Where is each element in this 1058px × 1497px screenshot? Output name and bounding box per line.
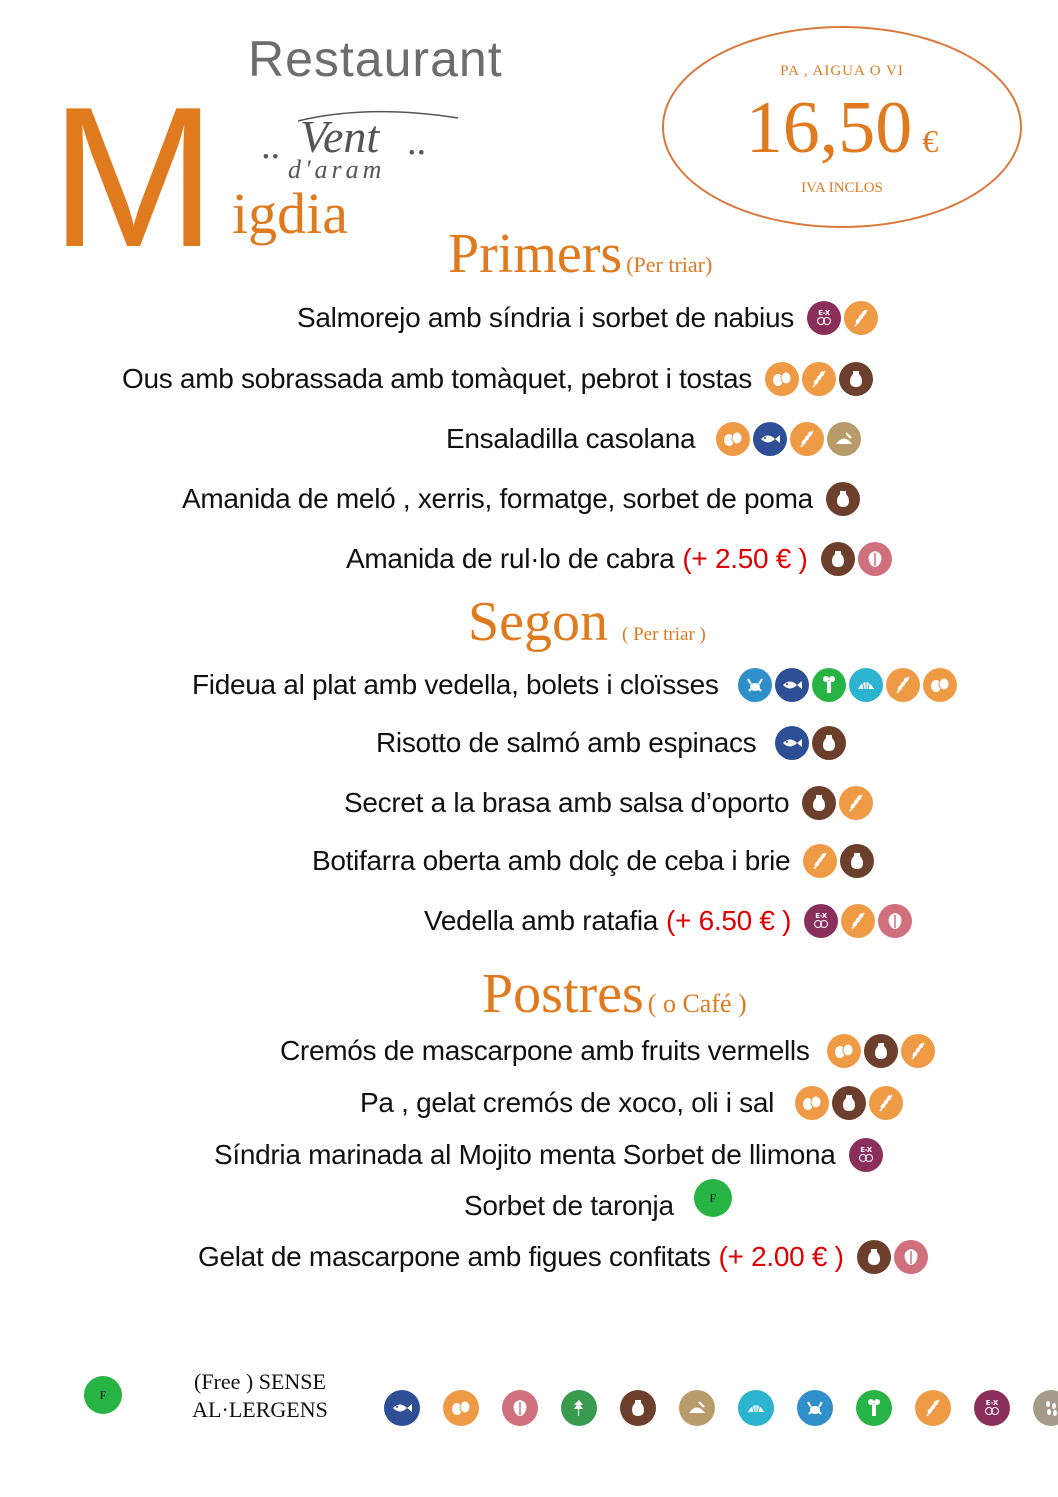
dish-name: Botifarra oberta amb dolç de ceba i brie (312, 845, 791, 876)
dish-name: Ous amb sobrassada amb tomàquet, pebrot i tostas (122, 363, 752, 394)
svg-text:E-X: E-X (818, 309, 830, 317)
sulphites-icon (974, 1390, 1010, 1426)
dish-name: Sorbet de taronja (464, 1190, 674, 1221)
gluten-icon (790, 422, 824, 456)
allergen-free-legend (170, 1368, 350, 1424)
dish-name: Pa , gelat cremós de xoco, oli i sal (360, 1087, 775, 1118)
section-postres (482, 962, 747, 1026)
section-title: Segon (468, 591, 608, 653)
menu-item (297, 301, 878, 335)
vat-included-text: IVA INCLOS (801, 180, 883, 196)
svg-text:d'aram: d'aram (288, 155, 386, 184)
egg-icon (443, 1390, 479, 1426)
allergen-icons (854, 1240, 928, 1274)
mustard-icon (679, 1390, 715, 1426)
extra-price: (+ 2.50 € ) (682, 543, 808, 574)
svg-text:Vent: Vent (300, 111, 380, 162)
vent-daram-logo (258, 96, 473, 191)
initial-letter-m: M (50, 66, 217, 289)
nuts-icon (894, 1240, 928, 1274)
menu-item (376, 726, 846, 760)
dish-name: Salmorejo amb síndria i sorbet de nabius (297, 302, 794, 333)
gluten-icon (802, 362, 836, 396)
section-note: ( Per triar ) (622, 624, 706, 645)
svg-text:E-X: E-X (985, 1399, 999, 1407)
milk-icon (821, 542, 855, 576)
allergen-icons (818, 542, 892, 576)
allergen-icons (772, 726, 846, 760)
fish-icon (775, 726, 809, 760)
price-currency: € (922, 123, 939, 159)
extra-price: (+ 2.00 € ) (718, 1241, 844, 1272)
legend-line: AL·LERGENS (192, 1397, 328, 1422)
egg-icon (827, 1034, 861, 1068)
section-title: Primers (448, 223, 623, 285)
price-includes-text: PA , AIGUA O VI (780, 63, 904, 79)
gluten-icon (841, 904, 875, 938)
nuts-icon (878, 904, 912, 938)
igdia-heading: igdia (232, 181, 348, 246)
allergen-icons (713, 422, 861, 456)
allergen-icons (823, 482, 860, 516)
allergen-icons (804, 301, 878, 335)
menu-item (122, 362, 873, 396)
extra-price: (+ 6.50 € ) (666, 905, 792, 936)
allergen-icons (762, 362, 873, 396)
free-badge: F (84, 1376, 122, 1414)
egg-icon (765, 362, 799, 396)
celery-icon (812, 668, 846, 702)
mollusc-icon (849, 668, 883, 702)
price-value: 16,50 (745, 87, 913, 169)
svg-text:E-X: E-X (859, 1146, 872, 1154)
section-note: ( o Café ) (647, 989, 747, 1018)
allergen-icons (800, 844, 874, 878)
allergen-icons (846, 1138, 883, 1172)
allergen-legend (384, 1390, 1058, 1426)
menu-item (214, 1138, 883, 1172)
menu-item (360, 1086, 903, 1120)
crustacean-icon (797, 1390, 833, 1426)
crustacean-icon (738, 668, 772, 702)
free-icon: F (694, 1179, 732, 1217)
menu-price (662, 86, 1022, 171)
gluten-icon (886, 668, 920, 702)
svg-text:..: .. (262, 125, 281, 167)
allergen-icons (735, 668, 957, 702)
section-title: Postres (482, 963, 644, 1025)
menu-item (464, 1190, 732, 1222)
menu-item (346, 542, 892, 576)
svg-text:..: .. (408, 121, 427, 163)
gluten-icon (839, 786, 873, 820)
lupin-icon (561, 1390, 597, 1426)
milk-icon (802, 786, 836, 820)
egg-icon (923, 668, 957, 702)
celery-icon (856, 1390, 892, 1426)
sulphites-icon (804, 904, 838, 938)
nuts-icon (858, 542, 892, 576)
sesame-icon (1033, 1390, 1058, 1426)
egg-icon (716, 422, 750, 456)
milk-icon (832, 1086, 866, 1120)
section-note: (Per triar) (626, 252, 713, 277)
menu-item (182, 482, 860, 516)
fish-icon (753, 422, 787, 456)
gluten-icon (869, 1086, 903, 1120)
milk-icon (864, 1034, 898, 1068)
dish-name: Risotto de salmó amb espinacs (376, 727, 757, 758)
allergen-icons (824, 1034, 935, 1068)
section-segon (468, 590, 706, 654)
legend-line: (Free ) SENSE (194, 1369, 326, 1394)
gluten-icon (844, 301, 878, 335)
gluten-icon (915, 1390, 951, 1426)
dish-name: Fideua al plat amb vedella, bolets i cloïsses (192, 669, 719, 700)
sulphites-icon (849, 1138, 883, 1172)
dish-name: Ensaladilla casolana (446, 423, 696, 454)
menu-item (280, 1034, 935, 1068)
milk-icon (620, 1390, 656, 1426)
dish-name: Amanida de rul·lo de cabra (346, 543, 675, 574)
milk-icon (839, 362, 873, 396)
sulphites-icon (807, 301, 841, 335)
fish-icon (384, 1390, 420, 1426)
milk-icon (840, 844, 874, 878)
dish-name: Síndria marinada al Mojito menta Sorbet de llimona (214, 1139, 836, 1170)
allergen-icons (801, 904, 912, 938)
egg-icon (795, 1086, 829, 1120)
allergen-icons (799, 786, 873, 820)
allergen-icons (792, 1086, 903, 1120)
menu-item (446, 422, 861, 456)
svg-text:E-X: E-X (815, 912, 827, 920)
restaurant-heading: Restaurant (248, 31, 503, 87)
section-primers (448, 222, 712, 286)
milk-icon (857, 1240, 891, 1274)
mollusc-icon (738, 1390, 774, 1426)
fish-icon (775, 668, 809, 702)
milk-icon (812, 726, 846, 760)
menu-item (424, 904, 912, 938)
milk-icon (826, 482, 860, 516)
mustard-icon (827, 422, 861, 456)
dish-name: Amanida de meló , xerris, formatge, sorbet de poma (182, 483, 813, 514)
nuts-icon (502, 1390, 538, 1426)
menu-item (312, 844, 874, 878)
menu-item (344, 786, 873, 820)
dish-name: Secret a la brasa amb salsa d’oporto (344, 787, 790, 818)
dish-name: Cremós de mascarpone amb fruits vermells (280, 1035, 810, 1066)
gluten-icon (803, 844, 837, 878)
menu-item (192, 668, 957, 702)
gluten-icon (901, 1034, 935, 1068)
menu-item (198, 1240, 928, 1274)
allergen-icons (694, 1179, 732, 1217)
dish-name: Vedella amb ratafia (424, 905, 659, 936)
dish-name: Gelat de mascarpone amb figues confitats (198, 1241, 711, 1272)
